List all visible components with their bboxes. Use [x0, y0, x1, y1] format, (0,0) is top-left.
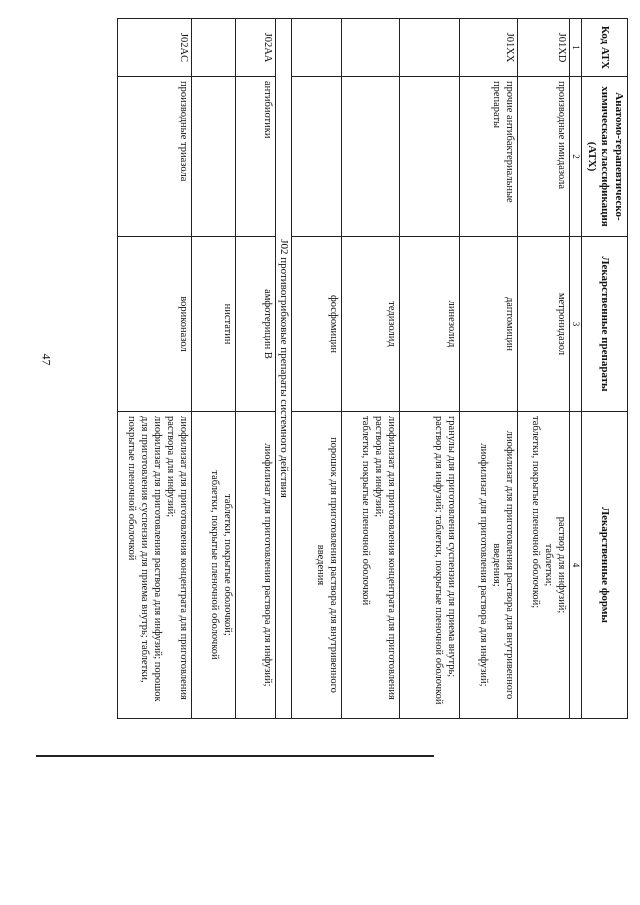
form-line: лиофилизат для приготовления концентрата для приготовления раствора для инфузий;: [373, 416, 397, 700]
atc-code: J02AC: [117, 19, 191, 77]
drug-name: тедизолид: [342, 237, 400, 412]
form-line: лиофилизат для приготовления концентрата для приготовления раствора для инфузий;: [164, 416, 189, 700]
col-number: 2: [570, 77, 582, 237]
form-line: таблетки, покрытые оболочкой;: [221, 494, 233, 636]
dosage-forms: [292, 412, 342, 719]
atc-code: [292, 19, 342, 77]
rotated-table-sheet: [62, 18, 628, 718]
atc-code: [342, 19, 400, 77]
col-number: 3: [570, 237, 582, 412]
form-line: лиофилизат для приготовления раствора для инфузий;: [261, 443, 273, 687]
dosage-forms: [235, 412, 275, 719]
header-atc-class: Анатомо-терапевтическо-химическая классификация (АТХ): [582, 77, 628, 237]
form-line: раствор для инфузий;: [556, 516, 567, 614]
form-line: таблетки;: [543, 543, 555, 587]
drug-name: нистатин: [191, 237, 235, 412]
form-line: раствор для инфузий; таблетки, покрытые пленочной оболочкой: [433, 416, 445, 705]
header-drugs: Лекарственные препараты: [582, 237, 628, 412]
form-line: порошок для приготовления раствора для внутривенного введения: [315, 437, 339, 693]
atc-class: производные триазола: [117, 77, 191, 237]
table-row: [342, 19, 400, 719]
form-line: лиофилизат для приготовления раствора для инфузий;: [478, 443, 490, 687]
atc-code: J01XX: [460, 19, 518, 77]
atc-class: производные имидазола: [518, 77, 570, 237]
form-line: лиофилизат для приготовления раствора для внутривенного введения;: [491, 430, 515, 700]
header-forms: Лекарственные формы: [582, 412, 628, 719]
table-row: [235, 19, 275, 719]
column-number-row: [570, 19, 582, 719]
group-heading: J02 противогрибковые препараты системного действия: [275, 19, 291, 719]
drug-name: линезолид: [400, 237, 460, 412]
dosage-forms: [342, 412, 400, 719]
table-row: [117, 19, 191, 719]
form-line: лиофилизат для приготовления раствора для инфузий; порошок для приготовления суспензии для приема внутрь; таблетки, покрытые пленочной оболочкой: [126, 416, 163, 702]
page-number: 47: [39, 353, 54, 366]
drug-name: амфотерицин В: [235, 237, 275, 412]
group-heading-row: [275, 19, 291, 719]
form-line: таблетки, покрытые пленочной оболочкой: [208, 470, 220, 660]
atc-table: [117, 18, 628, 719]
table-row: [400, 19, 460, 719]
dosage-forms: [117, 412, 191, 719]
atc-class: антибиотики: [235, 77, 275, 237]
atc-code: [191, 19, 235, 77]
dosage-forms: [518, 412, 570, 719]
drug-name: вориконазол: [117, 237, 191, 412]
atc-code: J02AA: [235, 19, 275, 77]
col-number: 4: [570, 412, 582, 719]
atc-code: [400, 19, 460, 77]
atc-class: [191, 77, 235, 237]
form-line: гранулы для приготовления суспензии для приема внутрь;: [446, 416, 457, 678]
dosage-forms: [400, 412, 460, 719]
dosage-forms: [460, 412, 518, 719]
form-line: таблетки, покрытые пленочной оболочкой;: [530, 416, 542, 609]
atc-code: J01XD: [518, 19, 570, 77]
table-row: [460, 19, 518, 719]
atc-class: прочие антибактериальные препараты: [460, 77, 518, 237]
drug-name: даптомицин: [460, 237, 518, 412]
table-header-row: [582, 19, 628, 719]
atc-class: [292, 77, 342, 237]
table-row: [191, 19, 235, 719]
header-code: Код АТХ: [582, 19, 628, 77]
col-number: 1: [570, 19, 582, 77]
atc-class: [342, 77, 400, 237]
bottom-rule-divider: [36, 755, 434, 757]
form-line: таблетки, покрытые пленочной оболочкой: [360, 416, 372, 606]
dosage-forms: [191, 412, 235, 719]
table-row: [518, 19, 570, 719]
drug-name: метронидазол: [518, 237, 570, 412]
drug-name: фосфомицин: [292, 237, 342, 412]
atc-class: [400, 77, 460, 237]
table-row: [292, 19, 342, 719]
